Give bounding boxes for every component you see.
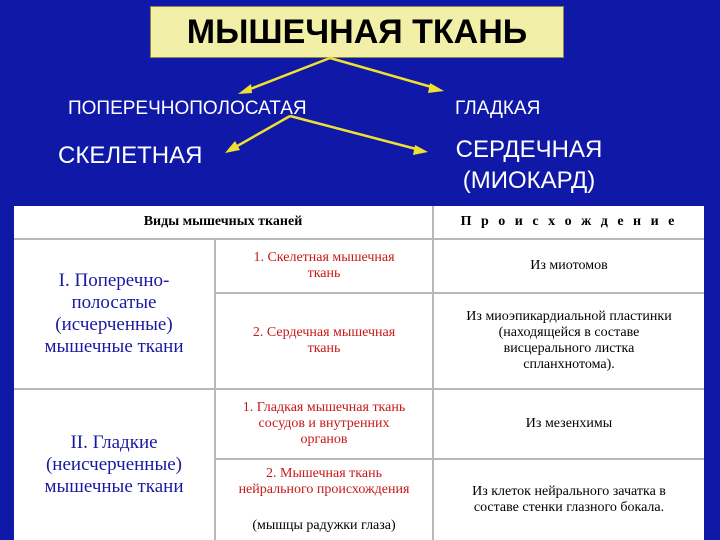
type-neural	[216, 460, 432, 504]
header-types: Виды мышечных тканей	[143, 214, 303, 229]
group-smooth	[14, 390, 214, 540]
type-line: 2. Мышечная ткань	[266, 466, 382, 481]
origin-cardiac	[434, 294, 704, 388]
arrow-to-cardiac	[290, 116, 420, 150]
group-striated-line: мышечные ткани	[44, 336, 184, 357]
header-origin: П р о и с х о ж д е н и е	[460, 214, 678, 229]
group-striated-line: (исчерченные)	[55, 314, 173, 335]
type-line: ткань	[307, 341, 341, 356]
origin-skeletal	[434, 240, 704, 292]
category-smooth: ГЛАДКАЯ	[455, 98, 541, 119]
origin-line: Из мезенхимы	[525, 416, 613, 431]
category-cardiac	[434, 134, 624, 196]
group-striated-line: полосатые	[71, 292, 157, 313]
muscle-tissue-table	[14, 206, 704, 540]
type-line: органов	[300, 432, 348, 447]
type-line: 2. Сердечная мышечная	[252, 325, 396, 340]
category-cardiac-line2: (МИОКАРД)	[462, 167, 596, 194]
arrow-to-skeletal	[232, 116, 290, 149]
category-skeletal: СКЕЛЕТНАЯ	[58, 142, 203, 169]
arrow-to-smooth	[330, 58, 435, 88]
origin-line: спланхнотома).	[523, 357, 615, 372]
arrow-to-striated	[245, 58, 330, 91]
origin-line: составе стенки глазного бокала.	[473, 500, 665, 515]
arrowhead-skeletal	[225, 141, 240, 153]
type-skeletal	[216, 240, 432, 292]
type-line: 1. Скелетная мышечная	[253, 250, 395, 265]
type-neural-note: (мышцы радужки глаза)	[252, 518, 396, 533]
group-striated-line: I. Поперечно-	[58, 270, 170, 291]
category-cardiac-line1: СЕРДЕЧНАЯ	[455, 136, 603, 163]
arrowhead-cardiac	[413, 145, 428, 155]
origin-line: Из миотомов	[530, 258, 608, 273]
type-line: 1. Гладкая мышечная ткань	[242, 400, 406, 415]
origin-neural	[434, 460, 704, 540]
group-smooth-line: мышечные ткани	[44, 476, 184, 497]
origin-smooth-vascular	[434, 390, 704, 458]
group-smooth-line: II. Гладкие	[70, 432, 158, 453]
origin-line: (находящейся в составе	[498, 325, 640, 340]
type-smooth-vascular	[216, 390, 432, 458]
type-cardiac	[216, 294, 432, 388]
origin-line: висцерального листка	[503, 341, 635, 356]
origin-line: Из миоэпикардиальной пластинки	[466, 309, 672, 324]
category-striated: ПОПЕРЕЧНОПОЛОСАТАЯ	[68, 98, 307, 119]
arrowhead-smooth	[428, 83, 444, 93]
arrowhead-striated	[238, 84, 252, 94]
group-smooth-line: (неисчерченные)	[45, 454, 182, 475]
page-title: МЫШЕЧНАЯ ТКАНЬ	[150, 6, 564, 58]
type-line: ткань	[307, 266, 341, 281]
origin-line: Из клеток нейрального зачатка в	[472, 484, 666, 499]
type-line: нейрального происхождения	[238, 482, 410, 497]
type-line: сосудов и внутренних	[258, 416, 390, 431]
group-striated	[14, 240, 214, 388]
